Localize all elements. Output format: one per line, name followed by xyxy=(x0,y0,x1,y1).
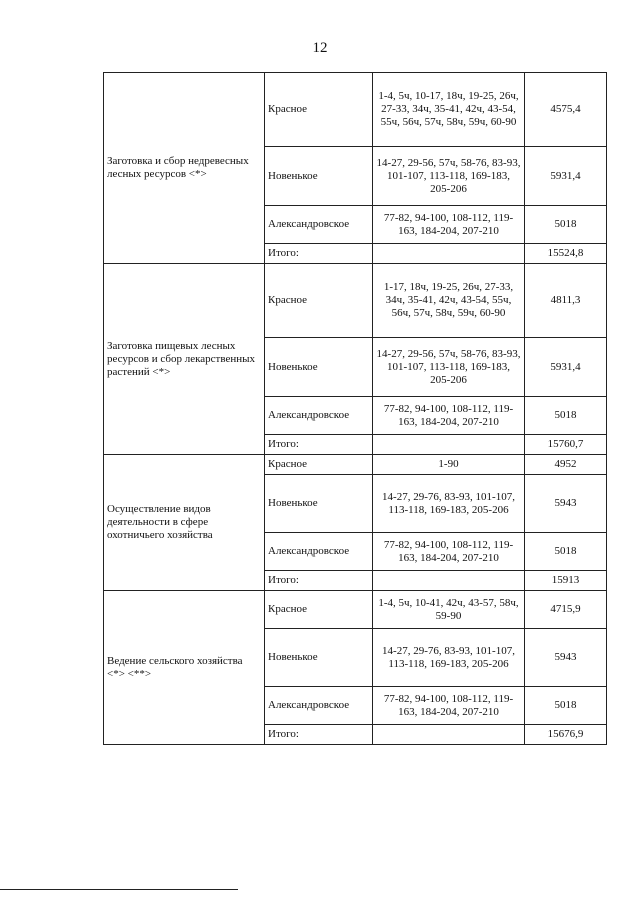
district-cell: Александровское xyxy=(265,397,373,435)
table-row xyxy=(104,264,607,338)
district-cell: Новенькое xyxy=(265,338,373,397)
total-label: Итого: xyxy=(265,725,373,745)
plots-cell: 77-82, 94-100, 108-112, 119-163, 184-204, 207-210 xyxy=(373,533,525,571)
page-number: 12 xyxy=(312,40,328,56)
district-cell: Красное xyxy=(265,591,373,629)
district-cell: Красное xyxy=(265,264,373,338)
area-cell: 5931,4 xyxy=(525,147,607,206)
district-cell: Новенькое xyxy=(265,475,373,533)
district-cell: Новенькое xyxy=(265,147,373,206)
district-cell: Новенькое xyxy=(265,629,373,687)
empty-cell xyxy=(373,571,525,591)
table-row xyxy=(104,455,607,475)
district-cell: Красное xyxy=(265,73,373,147)
area-cell: 5931,4 xyxy=(525,338,607,397)
district-cell: Александровское xyxy=(265,206,373,244)
area-cell: 5943 xyxy=(525,475,607,533)
total-label: Итого: xyxy=(265,435,373,455)
activity-cell: Заготовка пищевых лесных ресурсов и сбор лекарственных растений <*> xyxy=(104,264,265,455)
plots-cell: 1-4, 5ч, 10-41, 42ч, 43-57, 58ч, 59-90 xyxy=(373,591,525,629)
plots-cell: 77-82, 94-100, 108-112, 119-163, 184-204, 207-210 xyxy=(373,206,525,244)
table-row xyxy=(104,591,607,629)
district-cell: Александровское xyxy=(265,687,373,725)
district-cell: Красное xyxy=(265,455,373,475)
plots-cell: 14-27, 29-76, 83-93, 101-107, 113-118, 169-183, 205-206 xyxy=(373,629,525,687)
plots-cell: 1-17, 18ч, 19-25, 26ч, 27-33, 34ч, 35-41, 42ч, 43-54, 55ч, 56ч, 57ч, 58ч, 59ч, 60-90 xyxy=(373,264,525,338)
plots-cell: 1-4, 5ч, 10-17, 18ч, 19-25, 26ч, 27-33, 34ч, 35-41, 42ч, 43-54, 55ч, 56ч, 57ч, 58ч, 59ч, 60-90 xyxy=(373,73,525,147)
activity-cell: Осуществление видов деятельности в сфере охотничьего хозяйства xyxy=(104,455,265,591)
activity-cell: Заготовка и сбор недревесных лесных ресурсов <*> xyxy=(104,73,265,264)
footnote-divider xyxy=(0,889,238,890)
plots-cell: 77-82, 94-100, 108-112, 119-163, 184-204, 207-210 xyxy=(373,397,525,435)
area-cell: 5943 xyxy=(525,629,607,687)
area-cell: 4575,4 xyxy=(525,73,607,147)
area-cell: 4715,9 xyxy=(525,591,607,629)
empty-cell xyxy=(373,244,525,264)
plots-cell: 77-82, 94-100, 108-112, 119-163, 184-204, 207-210 xyxy=(373,687,525,725)
empty-cell xyxy=(373,435,525,455)
empty-cell xyxy=(373,725,525,745)
total-label: Итого: xyxy=(265,244,373,264)
forest-use-table xyxy=(103,72,607,745)
area-cell: 4811,3 xyxy=(525,264,607,338)
area-cell: 4952 xyxy=(525,455,607,475)
area-cell: 5018 xyxy=(525,533,607,571)
district-cell: Александровское xyxy=(265,533,373,571)
area-cell: 5018 xyxy=(525,206,607,244)
total-value: 15913 xyxy=(525,571,607,591)
plots-cell: 14-27, 29-56, 57ч, 58-76, 83-93, 101-107, 113-118, 169-183, 205-206 xyxy=(373,338,525,397)
total-value: 15676,9 xyxy=(525,725,607,745)
plots-cell: 1-90 xyxy=(373,455,525,475)
plots-cell: 14-27, 29-56, 57ч, 58-76, 83-93, 101-107, 113-118, 169-183, 205-206 xyxy=(373,147,525,206)
area-cell: 5018 xyxy=(525,397,607,435)
activity-cell: Ведение сельского хозяйства <*> <**> xyxy=(104,591,265,745)
total-value: 15760,7 xyxy=(525,435,607,455)
plots-cell: 14-27, 29-76, 83-93, 101-107, 113-118, 169-183, 205-206 xyxy=(373,475,525,533)
area-cell: 5018 xyxy=(525,687,607,725)
table-row xyxy=(104,73,607,147)
total-label: Итого: xyxy=(265,571,373,591)
total-value: 15524,8 xyxy=(525,244,607,264)
